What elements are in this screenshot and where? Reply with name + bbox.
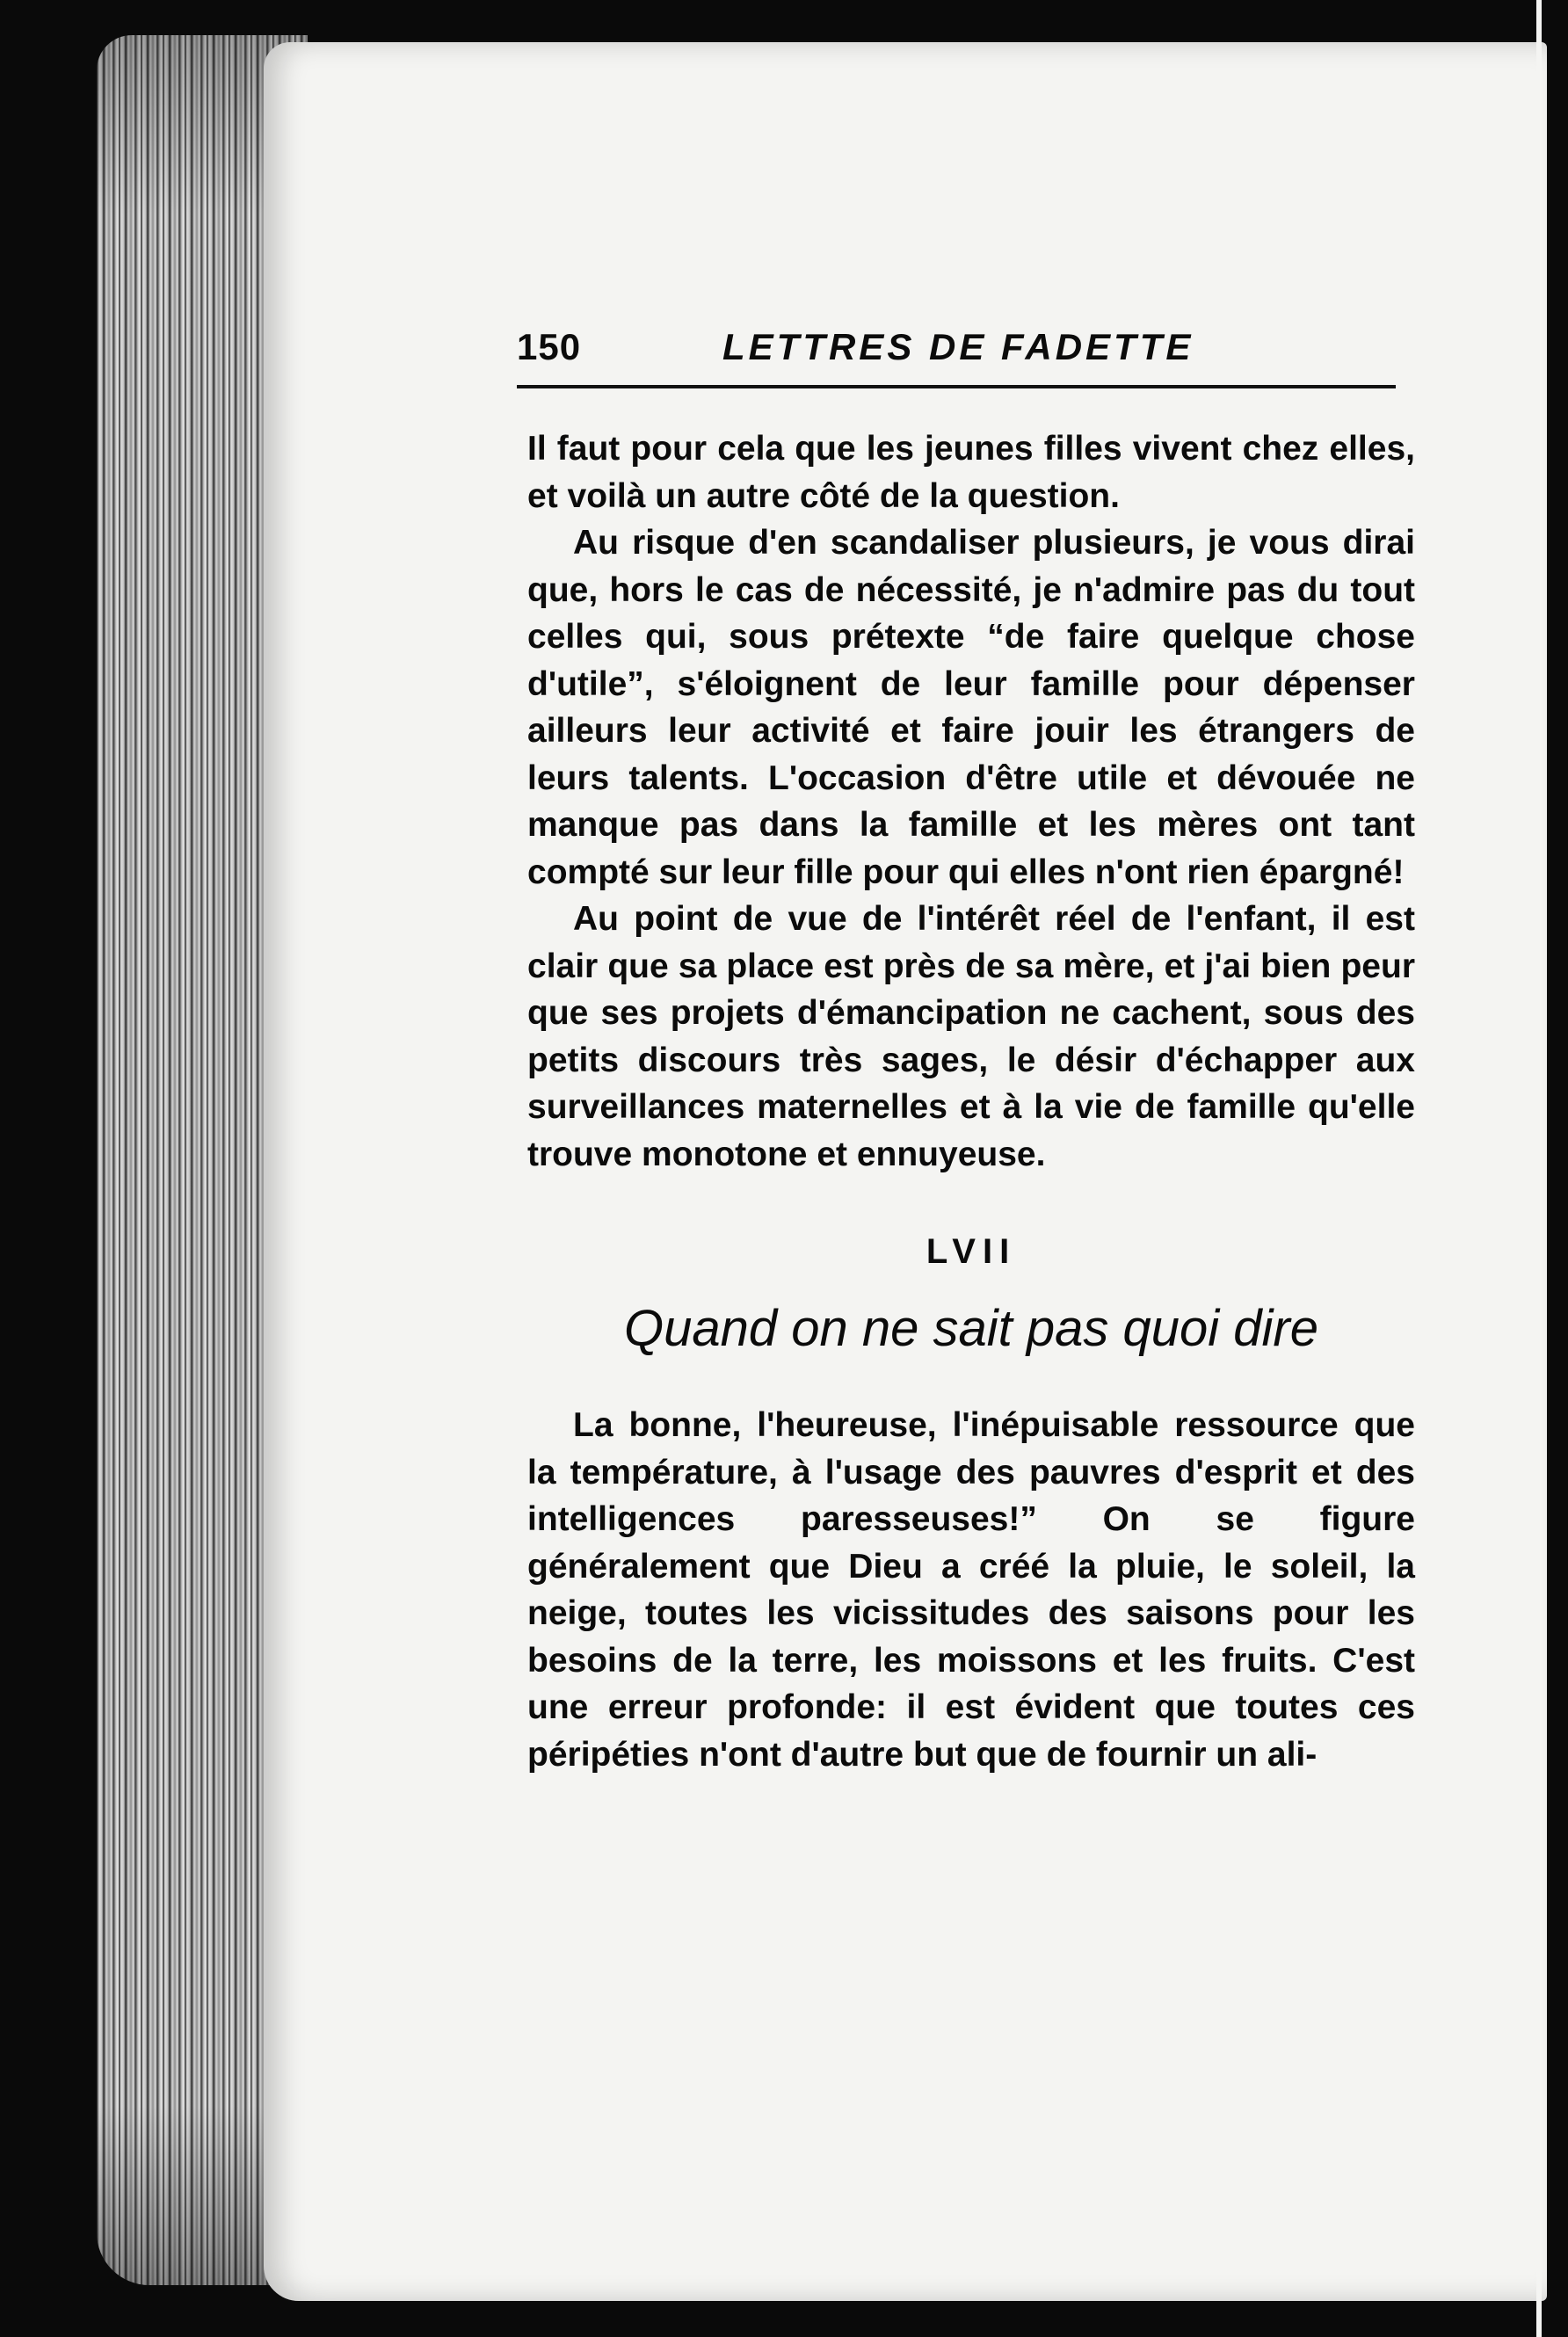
page-number: 150 xyxy=(517,326,582,367)
header-rule xyxy=(517,385,1396,388)
text-block xyxy=(517,316,1415,1778)
chapter-title: Quand on ne sait pas quoi dire xyxy=(624,1300,1318,1357)
paragraph: Au risque d'en scandaliser plusieurs, je vous dirai que, hors le cas de nécessité, je n'admire pas du tout celles qui, sous prétexte “de faire quelque chose d'utile”, s'éloignent de leur famille pour dépenser ailleurs leur activité et faire jouir les étrangers de leurs talents. L'occasion d'être utile et dévouée ne manque pas dans la famille et les mères ont tant compté sur leur fille pour qui elles n'ont rien épargné! xyxy=(527,524,1415,891)
paragraph: La bonne, l'heureuse, l'inépuisable ressource que la température, à l'usage des pauvres d'esprit et des intelligences paresseuses!” On se figure généralement que Dieu a créé la pluie, le soleil, la neige, toutes les vicissitudes des saisons pour les besoins de la terre, les moissons et les fruits. C'est une erreur profonde: il est évident que toutes ces péripéties n'ont d'autre but que de fournir un ali- xyxy=(527,1406,1415,1774)
paragraph-continued: Il faut pour cela que les jeunes filles vivent chez elles, et voilà un autre côté de la question. xyxy=(527,430,1415,515)
running-head xyxy=(517,316,1415,378)
paragraph: Au point de vue de l'intérêt réel de l'enfant, il est clair que sa place est près de sa mère, et j'ai bien peur que ses projets d'émancipation ne cachent, sous des petits discours très sages, le désir d'échapper aux surveillances maternelles et à la vie de famille qu'elle trouve monotone et ennuyeuse. xyxy=(527,900,1415,1173)
right-page-edge xyxy=(1536,0,1542,2337)
chapter-number: LVII xyxy=(926,1232,1017,1271)
running-title: LETTRES DE FADETTE xyxy=(722,326,1194,367)
